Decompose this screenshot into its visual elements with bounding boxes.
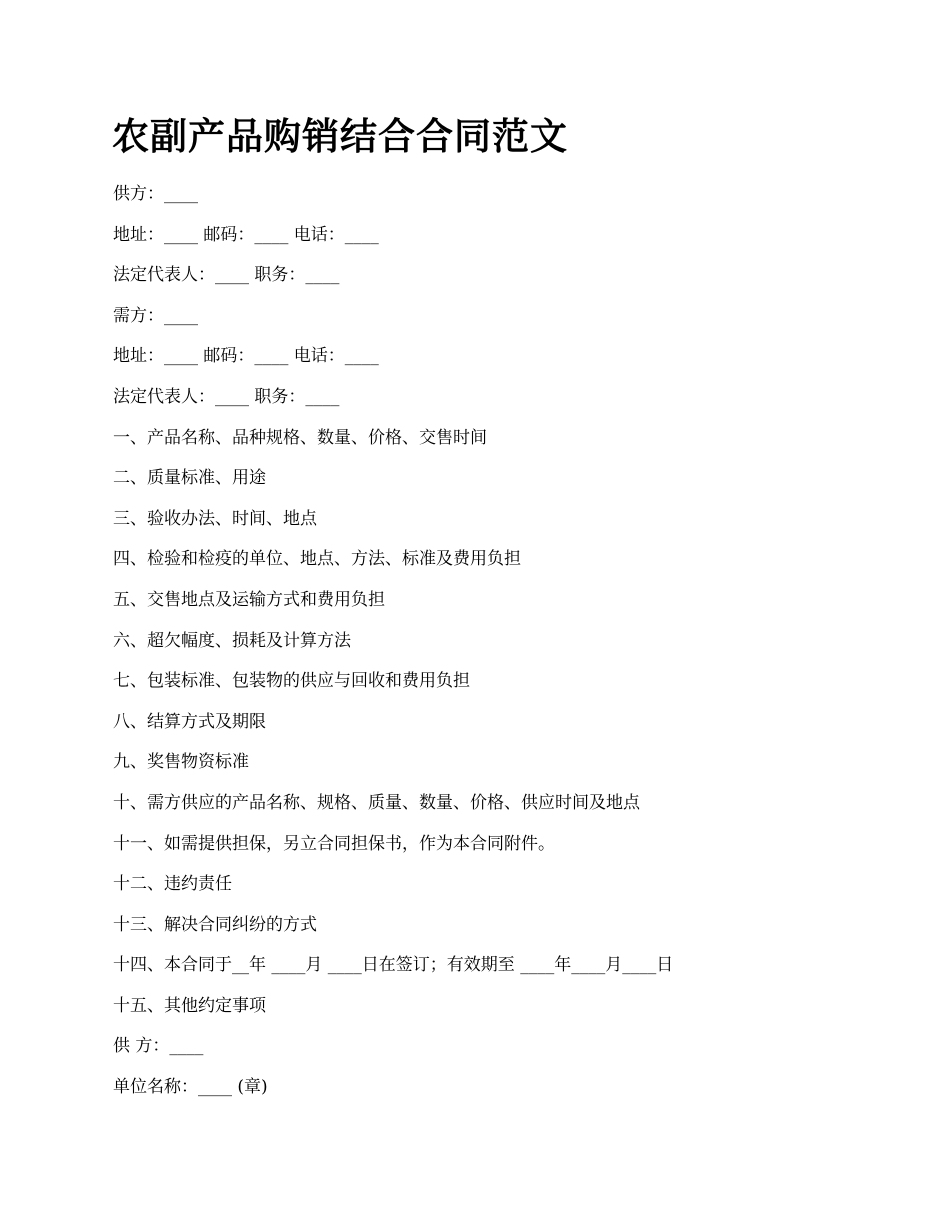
clause-6: 六、超欠幅度、损耗及计算方法: [113, 630, 351, 651]
clause-9: 九、奖售物资标准: [113, 752, 249, 773]
clause-1: 一、产品名称、品种规格、数量、价格、交售时间: [113, 427, 487, 448]
document-title: 农副产品购销结合合同范文: [112, 114, 568, 158]
clause-8: 八、结算方式及期限: [113, 711, 266, 732]
document-body: [113, 176, 913, 1110]
clause-5: 五、交售地点及运输方式和费用负担: [113, 589, 385, 610]
clause-11: 十一、如需提供担保，另立合同担保书，作为本合同附件。: [113, 833, 555, 854]
clause-10: 十、需方供应的产品名称、规格、质量、数量、价格、供应时间及地点: [113, 792, 640, 813]
supplier-line: 供方：____: [113, 184, 198, 204]
clause-12: 十二、违约责任: [113, 874, 232, 895]
supplier-representative-line: 法定代表人：____ 职务：____: [113, 265, 340, 286]
supplier-address-line: 地址：____ 邮码：____ 电话：____: [113, 224, 379, 245]
buyer-address-line: 地址：____ 邮码：____ 电话：____: [113, 346, 379, 367]
signature-supplier-line: 供 方：____: [113, 1036, 204, 1057]
buyer-line: 需方：____: [113, 305, 198, 326]
buyer-representative-line: 法定代表人：____ 职务：____: [113, 386, 340, 407]
signature-unit-name-line: 单位名称：____ (章): [113, 1077, 268, 1098]
clause-14: 十四、本合同于__年 ____月 ____日在签订；有效期至 ____年____月____日: [113, 955, 674, 976]
clause-4: 四、检验和检疫的单位、地点、方法、标准及费用负担: [113, 549, 521, 570]
clause-15: 十五、其他约定事项: [113, 995, 266, 1016]
clause-2: 二、质量标准、用途: [113, 468, 266, 489]
clause-13: 十三、解决合同纠纷的方式: [113, 914, 317, 935]
clause-7: 七、包装标准、包装物的供应与回收和费用负担: [113, 671, 470, 692]
clause-3: 三、验收办法、时间、地点: [113, 508, 317, 529]
